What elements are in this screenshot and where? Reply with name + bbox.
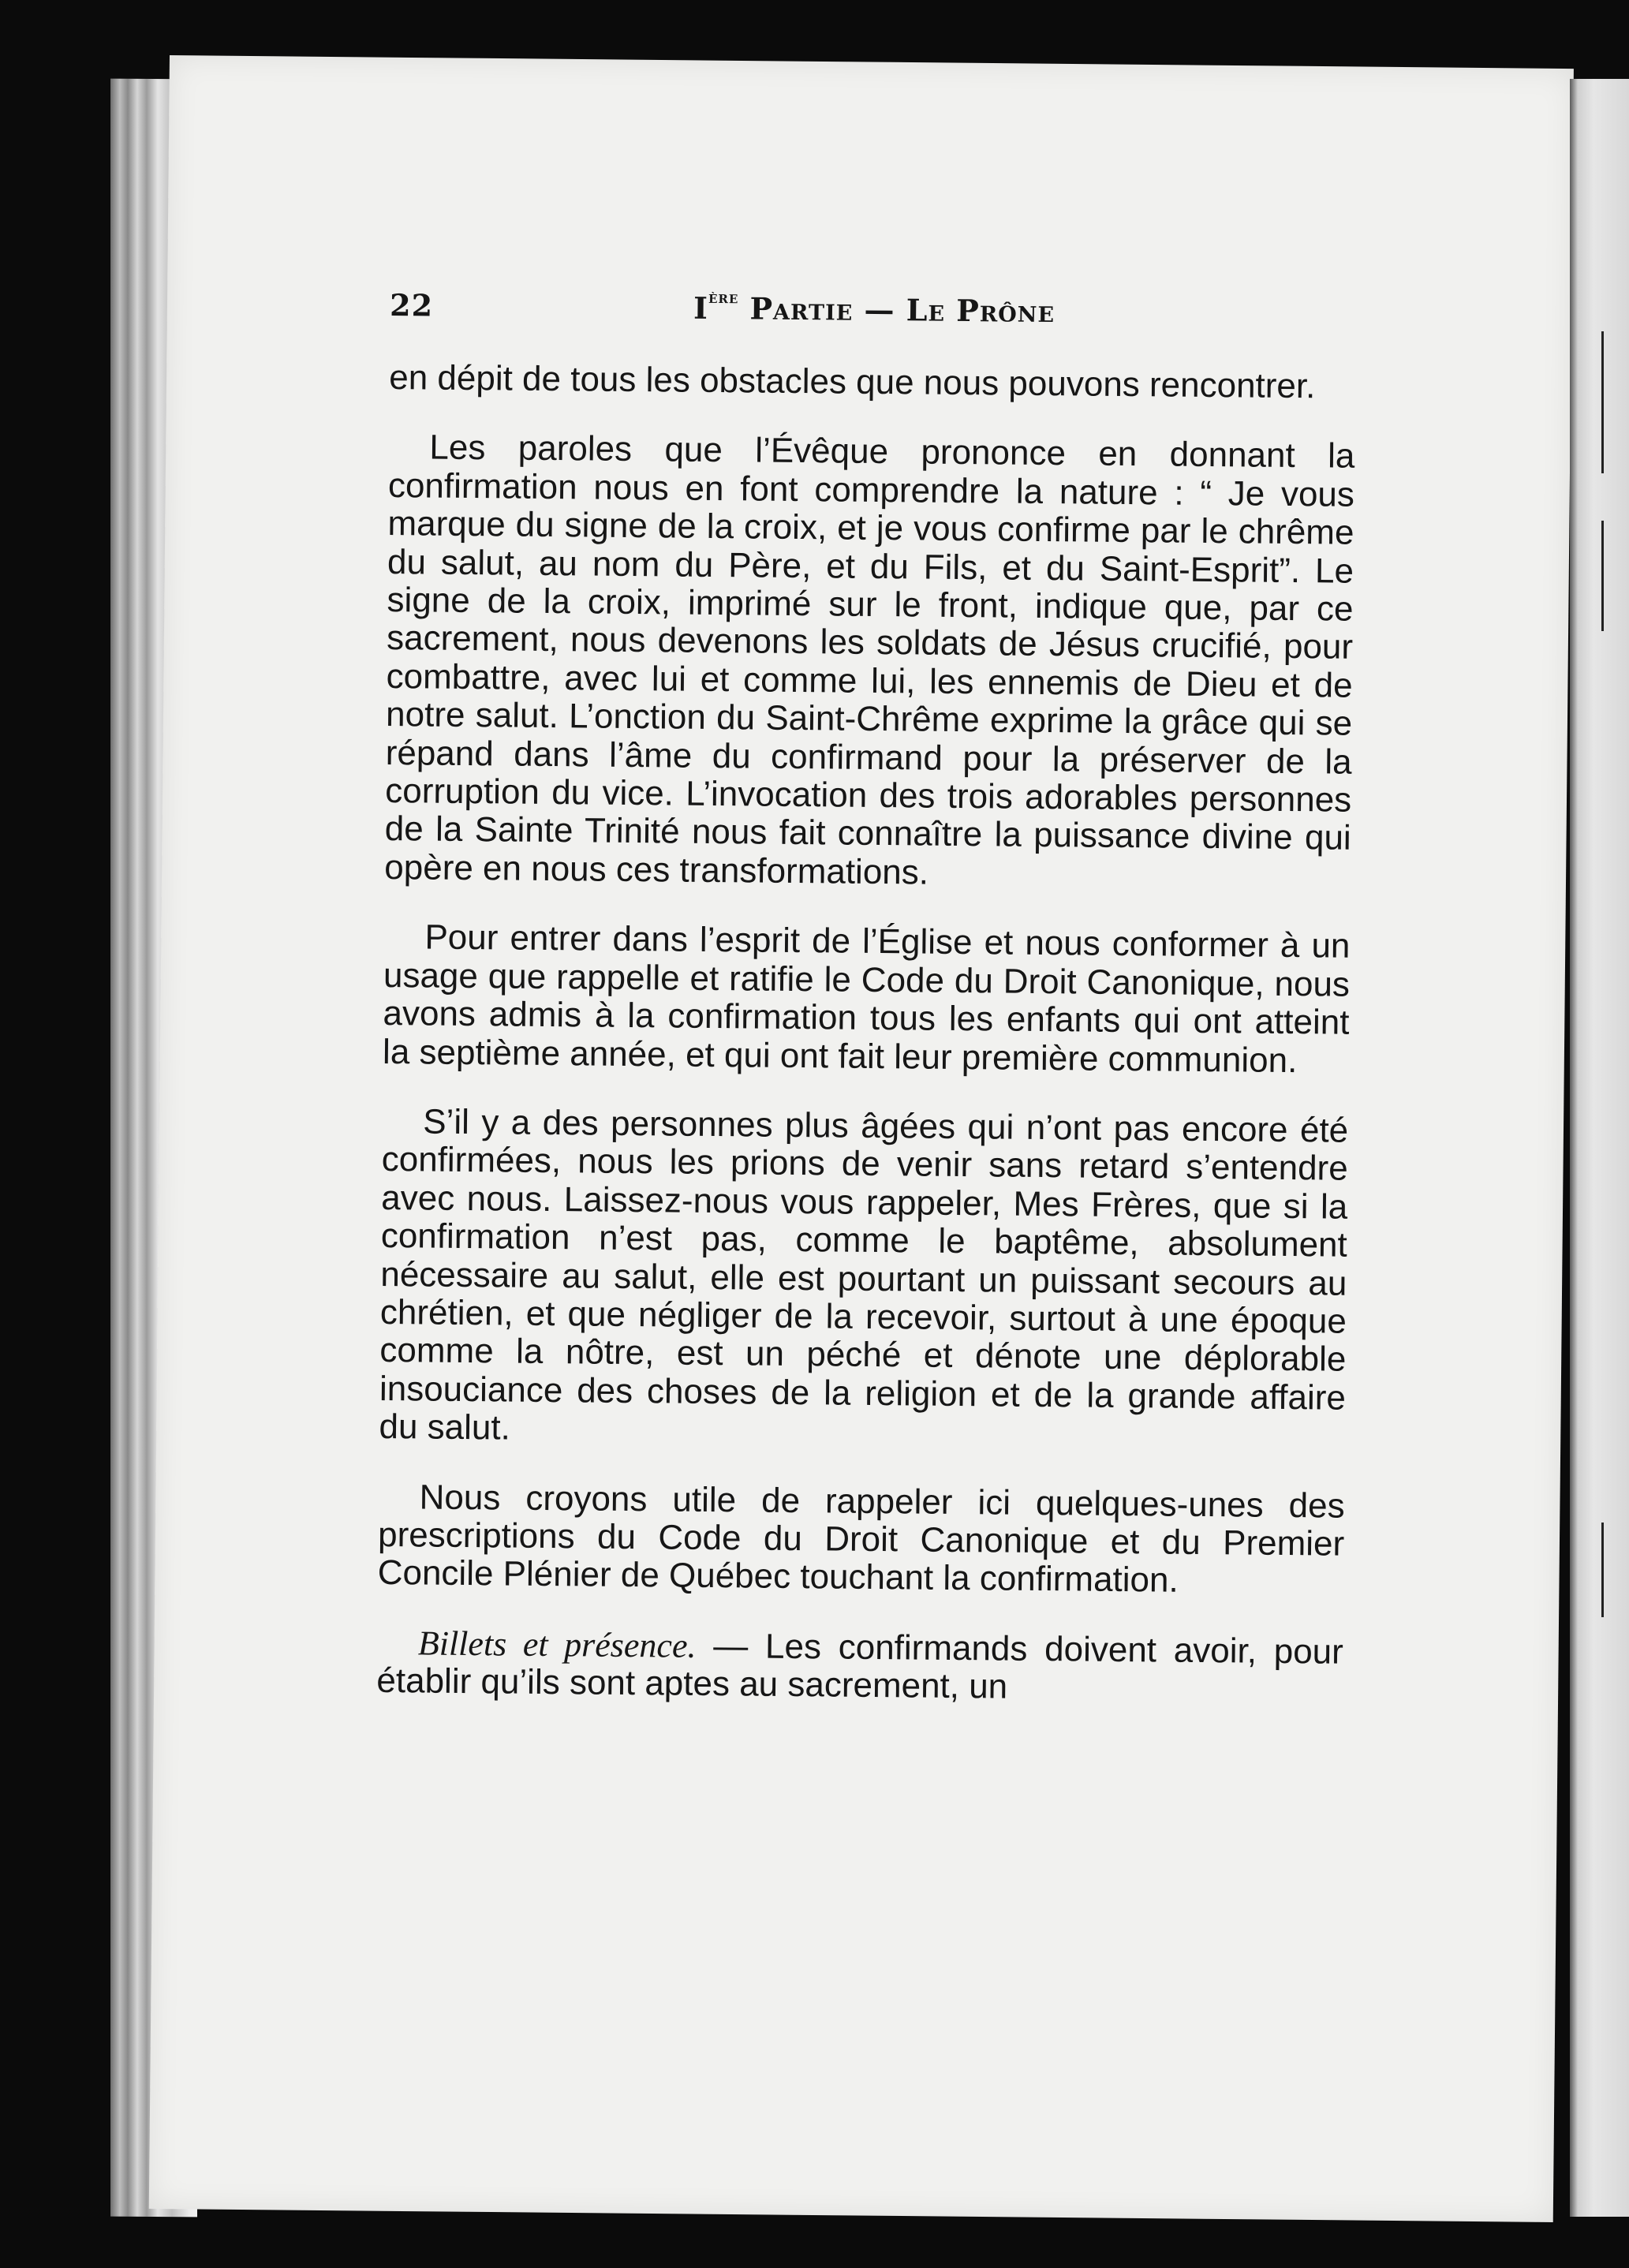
facing-page-mark (1601, 1523, 1604, 1617)
facing-page-mark (1601, 331, 1604, 473)
running-title-rest: Partie — Le Prône (738, 290, 1055, 330)
facing-page-edge (1570, 79, 1629, 2217)
paragraph: Pour entrer dans l’esprit de l’Église et nous conformer à un usage que rappelle et ratifie le Code du Droit Canonique, nous avons admis à la confirmation tous les enfants qui ont atteint la septième année, et qui ont fait leur première communion. (382, 917, 1351, 1080)
section-lead: Billets et présence. (417, 1623, 697, 1665)
section-text: Les confirmands doivent avoir, pour établir qu’ils sont aptes au sacrement, un (376, 1627, 1344, 1706)
paragraph: Les paroles que l’Évêque prononce en donnant la confirmation nous en font comprendre la nature : “ Je vous marque du signe de la croix, et je vous confirme par le chrême du salut, au nom du Père, et du Fils, et du Saint-Esprit”. Le signe de la croix, imprimé sur le front, indique que, par ce sacrement, nous devenons les soldats de Jésus crucifié, pour combattre, avec lui et comme lui, les ennemis de Dieu et de notre salut. L’onction du Saint-Chrême exprime la grâce qui se répand dans l’âme du confirmand pour la préserver de la corruption du vice. L’invocation des trois adorables personnes de la Sainte Trinité nous fait connaître la puissance divine qui opère en nous ces transformations. (384, 428, 1355, 892)
page-number: 22 (389, 287, 434, 323)
running-title (693, 287, 1055, 330)
facing-page-mark (1601, 521, 1604, 631)
section-dash: — (696, 1626, 766, 1666)
running-title-superscript: ère (708, 287, 739, 308)
page-header (224, 235, 1357, 330)
body-text (376, 359, 1356, 1741)
paragraph: Nous croyons utile de rappeler ici quelques-unes des prescriptions du Code du Droit Canonique et du Premier Concile Plénier de Québec touchant la confirmation. (377, 1478, 1345, 1601)
paragraph: en dépit de tous les obstacles que nous pouvons rencontrer. (389, 358, 1316, 406)
paragraph: S’il y a des personnes plus âgées qui n’ont pas encore été confirmées, nous les prions de venir sans retard s’entendre avec nous. Laissez-nous vous rappeler, Mes Frères, que si la confirmation n’est pas, comme le baptême, absolument nécessaire au salut, elle est pourtant un puissant secours au chrétien, et que négliger de la recevoir, surtout à une époque comme la nôtre, est un péché et dénote une déplorable insouciance des choses de la religion et de la grande affaire du salut. (379, 1102, 1349, 1448)
paragraph (376, 1624, 1343, 1710)
page-content (224, 235, 1357, 1706)
running-title-prefix: I (693, 290, 709, 326)
